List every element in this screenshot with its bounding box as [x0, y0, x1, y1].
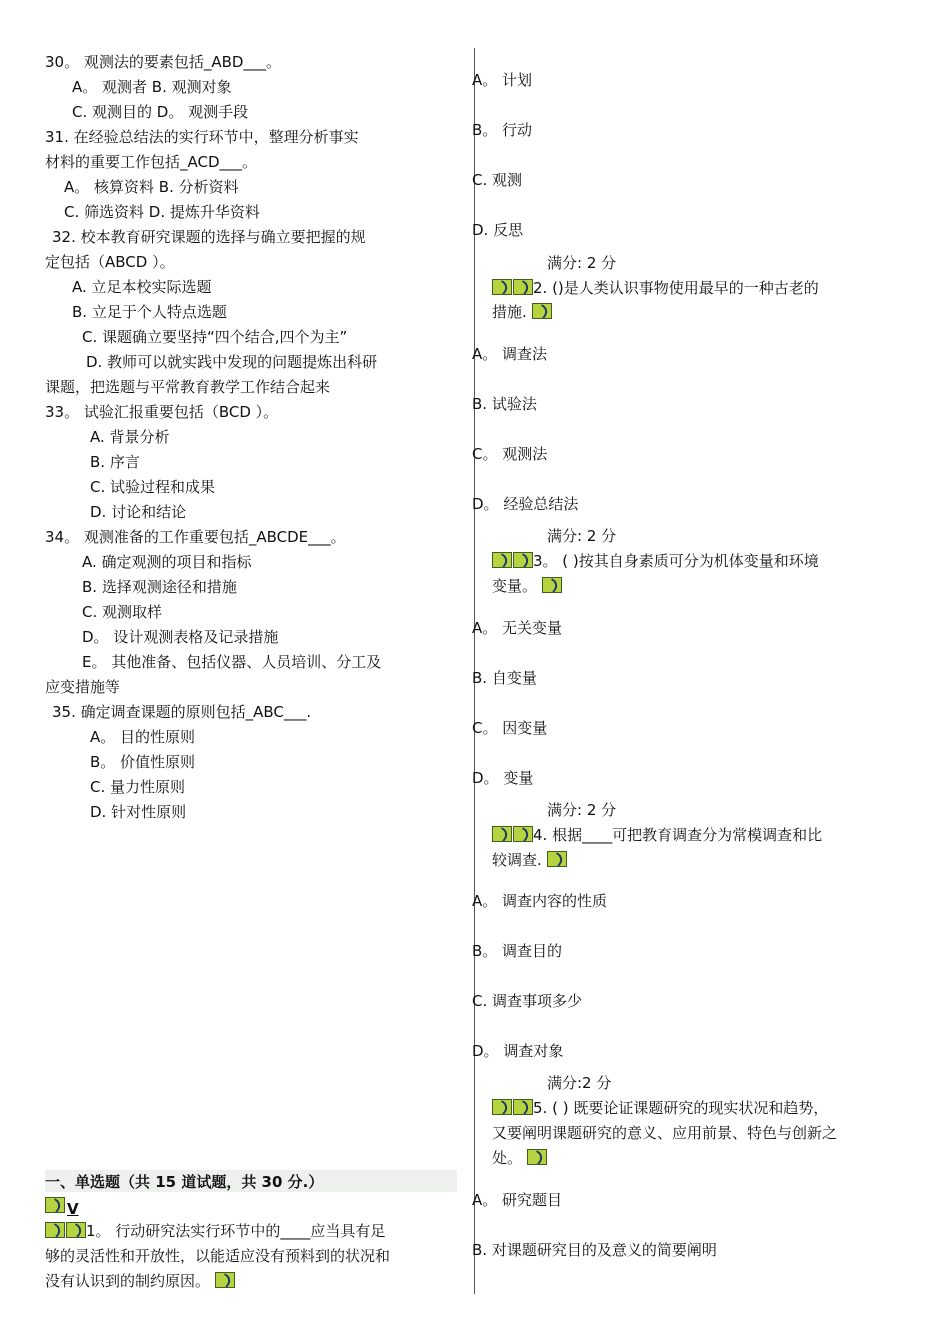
- check-mark-icon[interactable]: [66, 1222, 86, 1238]
- q30-stem: 30。 观测法的要素包括_ABD___。: [45, 53, 281, 71]
- q1-score: 满分: 2 分: [547, 254, 617, 272]
- q33-option-a: A. 背景分析: [90, 428, 170, 446]
- q3-stem-row-1: [492, 551, 819, 571]
- q34-option-a: A. 确定观测的项目和指标: [82, 553, 252, 571]
- q3-option-a: A。 无关变量: [472, 619, 563, 637]
- q3-option-b: B. 自变量: [472, 669, 537, 687]
- q1-stem-3: 没有认识到的制约原因。: [45, 1272, 211, 1290]
- q35-option-c: C. 量力性原则: [90, 778, 186, 796]
- q31-options-cd: C. 筛选资料 D. 提炼升华资料: [64, 203, 260, 221]
- section-title: 一、单选题（共 15 道试题，共 30 分.）: [45, 1173, 324, 1191]
- q4-option-b: B。 调查目的: [472, 942, 563, 960]
- q4-stem-2: 较调查.: [492, 851, 542, 869]
- q3-stem-2: 变量。: [492, 577, 538, 595]
- q5-stem-1: 5. ( ) 既要论证课题研究的现实状况和趋势，: [533, 1099, 829, 1117]
- q2-stem-2: 措施.: [492, 303, 527, 321]
- q32-option-c: C. 课题确立要坚持“四个结合,四个为主”: [82, 328, 348, 346]
- q4-option-a: A。 调查内容的性质: [472, 892, 608, 910]
- q2-option-b: B. 试验法: [472, 395, 537, 413]
- q33-stem: 33。 试验汇报重要包括（BCD ）。: [45, 403, 279, 421]
- q1-option-c: C. 观测: [472, 171, 523, 189]
- check-mark-icon[interactable]: [532, 303, 552, 319]
- q31-stem-1: 31. 在经验总结法的实行环节中，整理分析事实: [45, 128, 359, 146]
- q1-stem-row-3: [45, 1271, 235, 1291]
- q34-option-b: B. 选择观测途径和措施: [82, 578, 237, 596]
- q32-option-a: A. 立足本校实际选题: [72, 278, 212, 296]
- check-mark-icon[interactable]: [45, 1222, 65, 1238]
- q34-option-e-2: 应变措施等: [45, 678, 121, 696]
- answer-icons: [492, 826, 533, 842]
- check-mark-icon[interactable]: [492, 552, 512, 568]
- q5-stem-2: 又要阐明课题研究的意义、应用前景、特色与创新之: [492, 1124, 838, 1142]
- q3-option-d: D。 变量: [472, 769, 534, 787]
- check-mark-icon[interactable]: [45, 1197, 65, 1213]
- q3-option-c: C。 因变量: [472, 719, 548, 737]
- q3-stem-1: 3。 ( )按其自身素质可分为机体变量和环境: [533, 552, 819, 570]
- check-mark-icon[interactable]: [513, 279, 533, 295]
- q1-stem-row-1: [45, 1221, 385, 1241]
- q2-option-c: C。 观测法: [472, 445, 548, 463]
- q5-stem-row-3: [492, 1148, 547, 1168]
- q34-stem: 34。 观测准备的工作重要包括_ABCDE___。: [45, 528, 346, 546]
- q33-option-b: B. 序言: [90, 453, 140, 471]
- check-mark-icon[interactable]: [542, 577, 562, 593]
- check-mark-icon[interactable]: [215, 1272, 235, 1288]
- q5-stem-row-1: [492, 1098, 828, 1118]
- q33-option-c: C. 试验过程和成果: [90, 478, 216, 496]
- q32-stem-1: 32. 校本教育研究课题的选择与确立要把握的规: [52, 228, 366, 246]
- q5-option-a: A。 研究题目: [472, 1191, 563, 1209]
- q31-stem-2: 材料的重要工作包括_ACD___。: [45, 153, 258, 171]
- q3-score: 满分: 2 分: [547, 801, 617, 819]
- q2-stem-row-2: [492, 302, 552, 322]
- q4-stem-1: 4. 根据____可把教育调查分为常模调查和比: [533, 826, 823, 844]
- check-mark-icon[interactable]: [527, 1149, 547, 1165]
- q4-score: 满分:2 分: [547, 1074, 612, 1092]
- q32-stem-2: 定包括（ABCD ）。: [45, 253, 175, 271]
- q1-stem-2: 够的灵活性和开放性，以能适应没有预料到的状况和: [45, 1247, 391, 1265]
- check-mark-icon[interactable]: [513, 826, 533, 842]
- q32-option-d-1: D. 教师可以就实践中发现的问题提炼出科研: [86, 353, 378, 371]
- q1-stem-1: 1。 行动研究法实行环节中的____应当具有足: [86, 1222, 386, 1240]
- q35-option-b: B。 价值性原则: [90, 753, 196, 771]
- q34-option-d: D。 设计观测表格及记录措施: [82, 628, 279, 646]
- q4-stem-row-2: [492, 850, 567, 870]
- answer-icons: [492, 279, 533, 295]
- q30-options-cd: C. 观测目的 D。 观测手段: [72, 103, 249, 121]
- q2-stem-1: 2. ()是人类认识事物使用最早的一种古老的: [533, 279, 819, 297]
- check-mark-icon[interactable]: [513, 552, 533, 568]
- check-mark-icon[interactable]: [492, 279, 512, 295]
- check-mark-icon[interactable]: [547, 851, 567, 867]
- check-mark-icon[interactable]: [492, 1099, 512, 1115]
- q35-option-a: A。 目的性原则: [90, 728, 196, 746]
- q2-option-d: D。 经验总结法: [472, 495, 579, 513]
- q1-option-a: A。 计划: [472, 71, 533, 89]
- q5-option-b: B. 对课题研究目的及意义的简要阐明: [472, 1241, 717, 1259]
- q2-stem-row-1: [492, 278, 819, 298]
- q5-stem-3: 处。: [492, 1149, 523, 1167]
- section-marker: [45, 1196, 65, 1216]
- answer-icons: [492, 1099, 533, 1115]
- q32-option-b: B. 立足于个人特点选题: [72, 303, 227, 321]
- q35-stem: 35. 确定调查课题的原则包括_ABC___.: [52, 703, 312, 721]
- q1-option-b: B。 行动: [472, 121, 533, 139]
- answer-icons: [45, 1222, 86, 1238]
- q2-option-a: A。 调查法: [472, 345, 548, 363]
- q1-option-d: D. 反思: [472, 221, 524, 239]
- q32-option-d-2: 课题，把选题与平常教育教学工作结合起来: [45, 378, 331, 396]
- q4-stem-row-1: [492, 825, 822, 845]
- q31-options-ab: A。 核算资料 B. 分析资料: [64, 178, 239, 196]
- q30-options-ab: A。 观测者 B. 观测对象: [72, 78, 232, 96]
- q34-option-e-1: E。 其他准备、包括仪器、人员培训、分工及: [82, 653, 382, 671]
- q4-option-d: D。 调查对象: [472, 1042, 564, 1060]
- q4-option-c: C. 调查事项多少: [472, 992, 583, 1010]
- answer-icons: [492, 552, 533, 568]
- q3-stem-row-2: [492, 576, 562, 596]
- q2-score: 满分: 2 分: [547, 527, 617, 545]
- check-mark-icon[interactable]: [513, 1099, 533, 1115]
- q34-option-c: C. 观测取样: [82, 603, 163, 621]
- check-mark-icon[interactable]: [492, 826, 512, 842]
- q33-option-d: D. 讨论和结论: [90, 503, 187, 521]
- v-mark: V: [67, 1200, 79, 1218]
- q35-option-d: D. 针对性原则: [90, 803, 187, 821]
